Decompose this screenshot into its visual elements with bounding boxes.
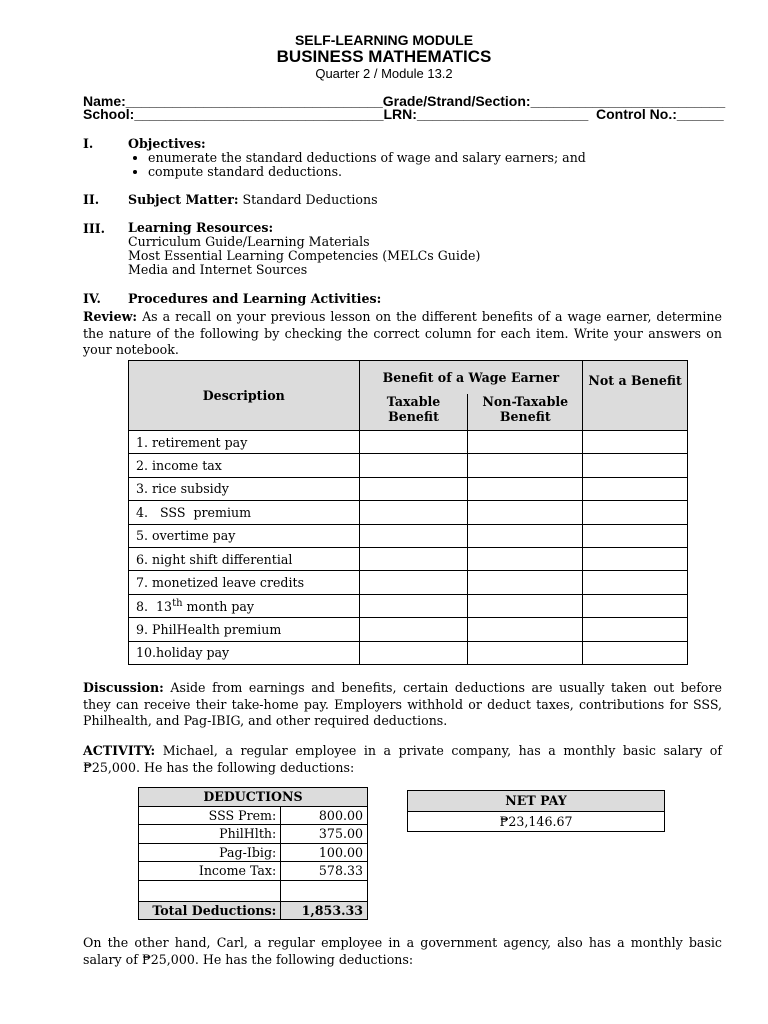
- section-num-3: III.: [83, 221, 106, 236]
- grade-label: Grade/Strand/Section:: [382, 93, 531, 109]
- closing-paragraph: On the other hand, Carl, a regular employee in a government agency, also has a monthly basic salary of ₱25,000. He has the following deductions:: [83, 935, 722, 967]
- total-row: [139, 901, 368, 920]
- objectives-section: [128, 136, 688, 179]
- school-row: School:________________________________LRN:______________________ Control No.:______: [83, 106, 724, 122]
- table-row: 4. SSS premium: [129, 501, 688, 524]
- objectives-list: [128, 151, 688, 179]
- table-row: [139, 880, 368, 901]
- deductions-table: [138, 787, 368, 920]
- review-table: [128, 360, 688, 665]
- row8-rest: month pay: [182, 599, 255, 615]
- row8-number: 8. 13: [136, 599, 173, 615]
- review-label: Review:: [83, 309, 138, 324]
- table-row: 5. overtime pay: [129, 524, 688, 547]
- table-row: 6. night shift differential: [129, 547, 688, 570]
- list-item: • enumerate the standard deductions of wage and salary earners; and: [148, 151, 688, 165]
- col-not-benefit: Not a Benefit: [583, 361, 688, 431]
- activity-label: ACTIVITY:: [83, 743, 156, 758]
- review-text: As a recall on your previous lesson on the different benefits of a wage earner, determine the nature of the following by checking the correct column for each item. Write your answers on your notebook.: [83, 309, 722, 357]
- procedures-title: Procedures and Learning Activities:: [128, 291, 382, 306]
- table-row: PhilHlth: 375.00: [139, 825, 368, 844]
- table-row: 10.holiday pay: [129, 641, 688, 664]
- name-label: Name:: [83, 93, 126, 109]
- lrn-label: LRN:: [383, 106, 417, 122]
- quarter-label: Quarter 2 / Module 13.2: [315, 66, 453, 81]
- section-num-1: I.: [83, 136, 94, 151]
- objectives-title: Objectives:: [128, 136, 206, 151]
- name-row: Name:_________________________________Grade/Strand/Section:_________________________: [83, 93, 726, 109]
- net-pay-value: ₱23,146.67: [408, 811, 665, 832]
- table-row: 1. retirement pay: [129, 431, 688, 454]
- resources-section: [128, 221, 688, 277]
- list-item: Curriculum Guide/Learning Materials: [128, 234, 370, 249]
- school-label: School:: [83, 106, 135, 122]
- table-row: Income Tax: 578.33: [139, 862, 368, 881]
- table-row: Pag-Ibig: 100.00: [139, 843, 368, 862]
- table-row: 7. monetized leave credits: [129, 571, 688, 594]
- section-num-4: IV.: [83, 291, 101, 306]
- module-label: SELF-LEARNING MODULE: [294, 32, 474, 48]
- table-row: 2. income tax: [129, 454, 688, 477]
- total-label: Total Deductions:: [139, 901, 281, 920]
- col-taxable: Taxable Benefit: [359, 394, 468, 431]
- subject-matter-title: Subject Matter:: [128, 192, 239, 207]
- resources-title: Learning Resources:: [128, 220, 274, 235]
- net-pay-title: NET PAY: [408, 791, 665, 812]
- deductions-title: DEDUCTIONS: [139, 788, 368, 807]
- net-pay-table: [407, 790, 665, 832]
- list-item: • compute standard deductions.: [148, 165, 688, 179]
- total-value: 1,853.33: [281, 901, 368, 920]
- activity-text: Michael, a regular employee in a private company, has a monthly basic salary of ₱25,000. He has the following deductions:: [83, 743, 722, 775]
- discussion-paragraph: [83, 680, 722, 730]
- table-row: [129, 594, 688, 617]
- col-description: Description: [129, 361, 360, 431]
- table-row: 9. PhilHealth premium: [129, 618, 688, 641]
- control-label: Control No.:: [596, 106, 677, 122]
- list-item: Media and Internet Sources: [128, 262, 308, 277]
- list-item: Most Essential Learning Competencies (MELCs Guide): [128, 248, 481, 263]
- section-num-2: II.: [83, 192, 100, 207]
- table-row: 3. rice subsidy: [129, 477, 688, 500]
- page-title: BUSINESS MATHEMATICS: [276, 47, 492, 66]
- row8-sup: th: [172, 597, 183, 609]
- col-group: Benefit of a Wage Earner: [359, 361, 583, 394]
- discussion-label: Discussion:: [83, 680, 164, 695]
- discussion-text: Aside from earnings and benefits, certain deductions are usually taken out before they can receive their take-home pay. Employers withhold or deduct taxes, contributions for SSS, Philhealth, and Pag-IBIG, and other required deductions.: [83, 680, 722, 728]
- table-row: SSS Prem: 800.00: [139, 806, 368, 825]
- subject-matter: [128, 192, 688, 207]
- review-paragraph: [83, 309, 722, 359]
- activity-paragraph: [83, 743, 722, 776]
- col-non-taxable: Non-Taxable Benefit: [468, 394, 583, 431]
- subject-matter-value: Standard Deductions: [242, 192, 378, 207]
